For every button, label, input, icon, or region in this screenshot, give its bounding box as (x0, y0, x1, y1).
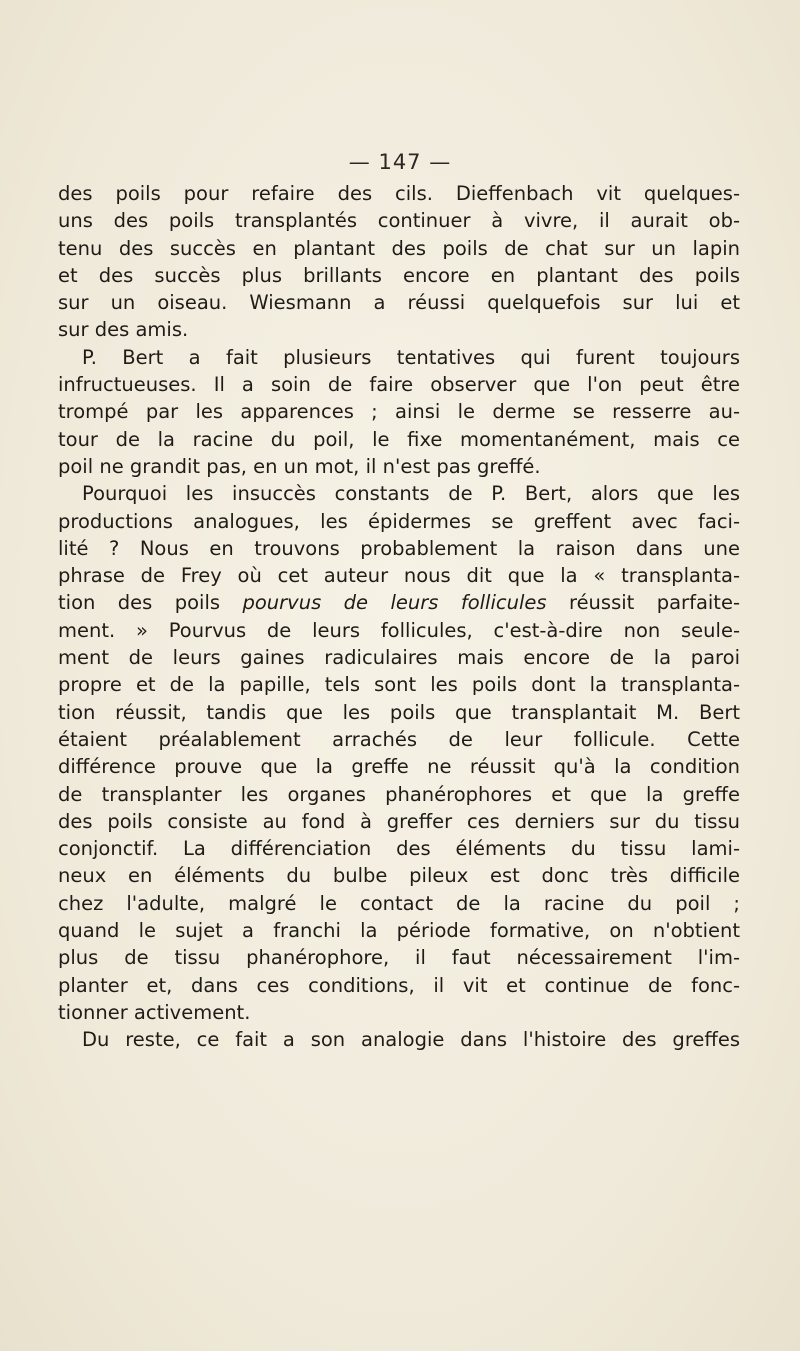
text-line: phrase de Frey où cet auteur nous dit que la « transplanta- (58, 564, 740, 588)
text-line: tion réussit, tandis que les poils que transplantait M. Bert (58, 700, 740, 724)
text-line: sur des amis. (58, 318, 189, 342)
text-line: des poils pour refaire des cils. Dieffenbach vit quelques- (58, 182, 740, 205)
text-line: étaient préalablement arrachés de leur follicule. Cette (58, 727, 740, 751)
text-line: tenu des succès en plantant des poils de chat sur un lapin (58, 236, 740, 260)
text-line (58, 589, 740, 616)
text-line: trompé par les apparences ; ainsi le derme se resserre au- (58, 400, 740, 424)
text-segment: réussit parfaite- (546, 591, 740, 615)
text-line: ment. » Pourvus de leurs follicules, c'est-à-dire non seule- (58, 618, 740, 642)
text-line: ment de leurs gaines radiculaires mais encore de la paroi (58, 646, 740, 670)
text-line: et des succès plus brillants encore en plantant des poils (58, 263, 740, 287)
text-line: neux en éléments du bulbe pileux est donc très difficile (58, 864, 740, 888)
text-line: planter et, dans ces conditions, il vit et continue de fonc- (58, 973, 740, 997)
text-line: infructueuses. Il a soin de faire observer que l'on peut être (58, 373, 740, 397)
italic-phrase: pourvus de leurs follicules (242, 591, 547, 615)
text-line: tionner activement. (58, 1000, 251, 1024)
text-line: tour de la racine du poil, le fixe momentanément, mais ce (58, 427, 740, 451)
body-text (58, 180, 740, 1054)
text-line: sur un oiseau. Wiesmann a réussi quelquefois sur lui et (58, 291, 740, 315)
text-line: P. Bert a fait plusieurs tentatives qui furent toujours (82, 345, 740, 369)
text-line: uns des poils transplantés continuer à vivre, il aurait ob- (58, 209, 740, 233)
text-line: Du reste, ce fait a son analogie dans l'histoire des greffes (82, 1028, 740, 1052)
text-line: de transplanter les organes phanérophores et que la greffe (58, 782, 740, 806)
text-line: des poils consiste au fond à greffer ces derniers sur du tissu (58, 809, 740, 833)
text-line: lité ? Nous en trouvons probablement la raison dans une (58, 536, 740, 560)
text-line: conjonctif. La différenciation des éléments du tissu lami- (58, 837, 740, 861)
text-line: différence prouve que la greffe ne réussit qu'à la condition (58, 755, 740, 779)
page-number: — 147 — (348, 150, 452, 174)
text-line: productions analogues, les épidermes se greffent avec faci- (58, 509, 740, 533)
text-line: poil ne grandit pas, en un mot, il n'est pas greffé. (58, 454, 541, 478)
text-segment: tion des poils (58, 591, 243, 615)
text-line: quand le sujet a franchi la période formative, on n'obtient (58, 919, 740, 943)
text-line: chez l'adulte, malgré le contact de la racine du poil ; (58, 891, 740, 915)
text-line: Pourquoi les insuccès constants de P. Bert, alors que les (82, 482, 740, 506)
text-line: propre et de la papille, tels sont les poils dont la transplanta- (58, 673, 740, 697)
text-line: plus de tissu phanérophore, il faut nécessairement l'im- (58, 946, 740, 970)
